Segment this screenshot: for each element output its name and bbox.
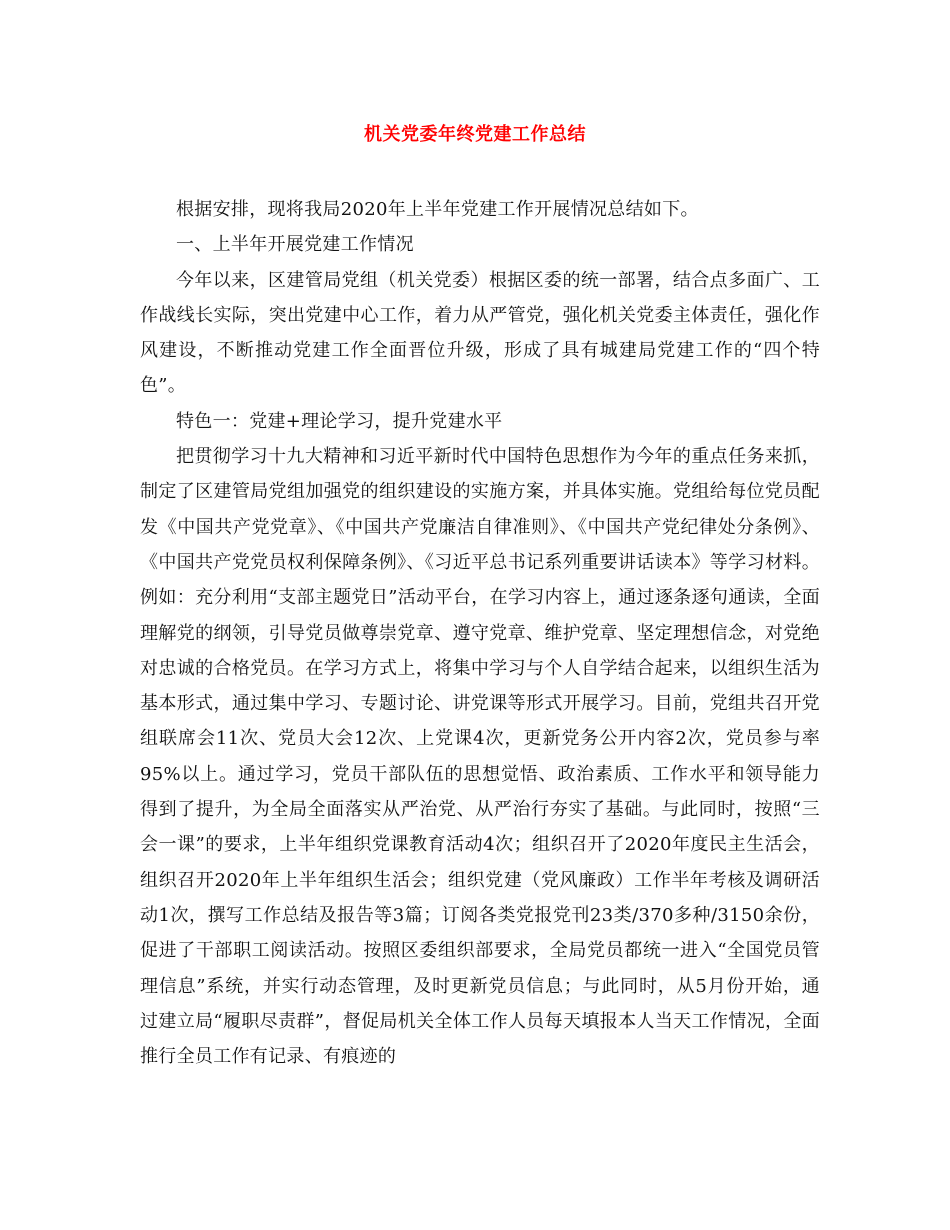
paragraph-feature-1: 把贯彻学习十九大精神和习近平新时代中国特色思想作为今年的重点任务来抓，制定了区建管局党组加强党的组织建设的实施方案，并具体实施。党组给每位党员配发《中国共产党党章》、《中国共产党廉洁自律准则》、《中国共产党纪律处分条例》、《中国共产党党员权利保障条例》、《习近平总书记系列重要讲话读本》等学习材料。例如：充分利用“支部主题党日”活动平台，在学习内容上，通过逐条逐句通读，全面理解党的纲领，引导党员做尊崇党章、遵守党章、维护党章、坚定理想信念，对党绝对忠诚的合格党员。在学习方式上，将集中学习与个人自学结合起来，以组织生活为基本形式，通过集中学习、专题讨论、讲党课等形式开展学习。目前，党组共召开党组联席会11次、党员大会12次、上党课4次，更新党务公开内容2次，党员参与率95%以上。通过学习，党员干部队伍的思想觉悟、政治素质、工作水平和领导能力得到了提升，为全局全面落实从严治党、从严治行夯实了基础。与此同时，按照“三会一课”的要求，上半年组织党课教育活动4次；组织召开了2020年度民主生活会，组织召开2020年上半年组织生活会；组织党建（党风廉政）工作半年考核及调研活动1次，撰写工作总结及报告等3篇；订阅各类党报党刊23类/370多种/3150余份，促进了干部职工阅读活动。按照区委组织部要求，全局党员都统一进入“全国党员管理信息”系统，并实行动态管理，及时更新党员信息；与此同时，从5月份开始，通过建立局“履职尽责群”，督促局机关全体工作人员每天填报本人当天工作情况，全面推行全员工作有记录、有痕迹的 [140,446,820,1068]
paragraph-overview: 今年以来，区建管局党组（机关党委）根据区委的统一部署，结合点多面广、工作战线长实际，突出党建中心工作，着力从严管党，强化机关党委主体责任，强化作风建设，不断推动党建工作全面晋位升级，形成了具有城建局党建工作的“四个特色”。 [140,269,820,397]
feature-heading-1: 特色一：党建+理论学习，提升党建水平 [176,410,503,432]
document-body [140,192,820,1074]
paragraph-intro: 根据安排，现将我局2020年上半年党建工作开展情况总结如下。 [176,199,699,220]
section-heading-1: 一、上半年开展党建工作情况 [176,234,414,256]
document-title: 机关党委年终党建工作总结 [364,124,586,145]
